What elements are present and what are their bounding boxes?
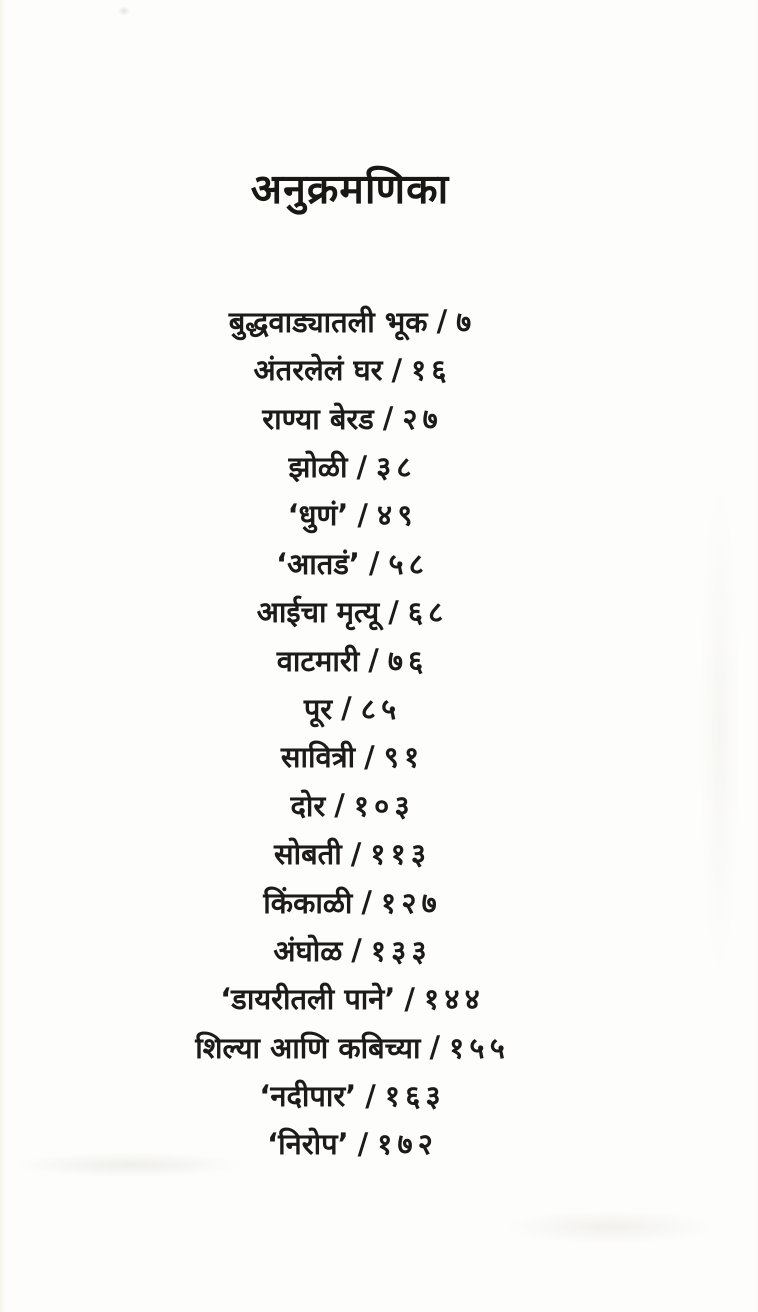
entry-separator: /: [357, 1126, 369, 1161]
entry-title: अंतरलेलं घर: [253, 353, 383, 388]
entry-page-number: १६३: [384, 1079, 446, 1114]
scan-artifact: [505, 1210, 715, 1244]
entry-page-number: ७: [456, 304, 477, 339]
toc-entry: [0, 442, 729, 490]
entry-title: ‘डायरीतली पाने’: [220, 982, 396, 1017]
entry-page-number: ३८: [376, 450, 417, 484]
entry-page-number: १२७: [381, 885, 442, 920]
entry-separator: /: [388, 594, 399, 629]
toc-entry: [0, 539, 729, 587]
entry-separator: /: [429, 1030, 441, 1065]
entry-title: दोर: [290, 788, 326, 823]
entry-page-number: १४४: [424, 982, 485, 1017]
entry-title: बुद्धवाड्यातली भूक: [228, 304, 428, 339]
entry-separator: /: [361, 885, 373, 920]
entry-separator: /: [356, 449, 368, 484]
entry-separator: /: [404, 981, 416, 1016]
entry-title: अंघोळ: [273, 933, 343, 968]
toc-entry: [0, 829, 729, 877]
entry-page-number: १३३: [370, 933, 432, 968]
entry-separator: /: [436, 304, 448, 339]
entry-title: ‘आतडं’: [276, 546, 360, 581]
entry-title: ‘धुणं’: [287, 498, 349, 533]
toc-entry: [0, 733, 729, 781]
entry-page-number: १६: [411, 353, 452, 388]
toc-entry: [0, 1120, 729, 1168]
entry-title: आईचा मृत्यू: [256, 595, 380, 630]
entry-title: सावित्री: [280, 740, 356, 775]
entry-page-number: १७२: [377, 1127, 439, 1162]
toc-entry: [0, 878, 729, 926]
toc-entry: [0, 975, 729, 1023]
toc-entry: [0, 394, 729, 442]
entry-separator: /: [365, 1078, 376, 1113]
entry-page-number: ५८: [388, 546, 430, 581]
toc-entry: [0, 684, 729, 732]
toc-entry: [0, 587, 729, 635]
entry-page-number: ७६: [387, 643, 429, 678]
entry-page-number: २७: [402, 401, 443, 436]
entry-separator: /: [351, 933, 362, 968]
entry-title: पूर: [303, 691, 333, 726]
entry-page-number: १५५: [449, 1030, 510, 1065]
entry-page-number: १०३: [353, 788, 415, 823]
entry-separator: /: [391, 352, 403, 387]
entry-title: शिल्या आणि कबिच्या: [195, 1030, 421, 1065]
toc-entry: [0, 346, 729, 394]
entry-title: राण्या बेरड: [262, 401, 374, 436]
entry-separator: /: [368, 643, 379, 678]
entry-separator: /: [350, 836, 362, 871]
entry-separator: /: [382, 401, 394, 436]
toc-entry: [0, 1023, 729, 1071]
entry-page-number: ११३: [370, 837, 432, 872]
entry-separator: /: [341, 691, 352, 726]
entry-page-number: ८५: [360, 691, 402, 726]
entry-title: वाटमारी: [276, 643, 360, 678]
entry-separator: /: [334, 788, 345, 823]
toc-entry: [0, 926, 729, 974]
toc-entry: [0, 1071, 729, 1119]
entry-page-number: ९१: [383, 740, 425, 775]
entry-page-number: ६८: [407, 595, 449, 630]
entry-page-number: ४९: [377, 498, 418, 533]
entry-title: सोबती: [274, 837, 342, 872]
entry-separator: /: [364, 739, 375, 774]
entry-title: ‘नदीपार’: [259, 1079, 357, 1114]
toc-entry: [0, 781, 729, 829]
entry-separator: /: [357, 497, 369, 532]
toc-entry: [0, 636, 729, 684]
toc-entry: [0, 491, 729, 539]
entry-title: किंकाळी: [263, 885, 353, 920]
entry-title: झोळी: [288, 450, 348, 484]
entry-title: ‘निरोप’: [267, 1127, 349, 1162]
toc-entry: [0, 297, 729, 345]
entry-separator: /: [368, 546, 380, 581]
toc-list: [0, 297, 729, 1168]
page-title: अनुक्रमणिका: [250, 165, 450, 213]
